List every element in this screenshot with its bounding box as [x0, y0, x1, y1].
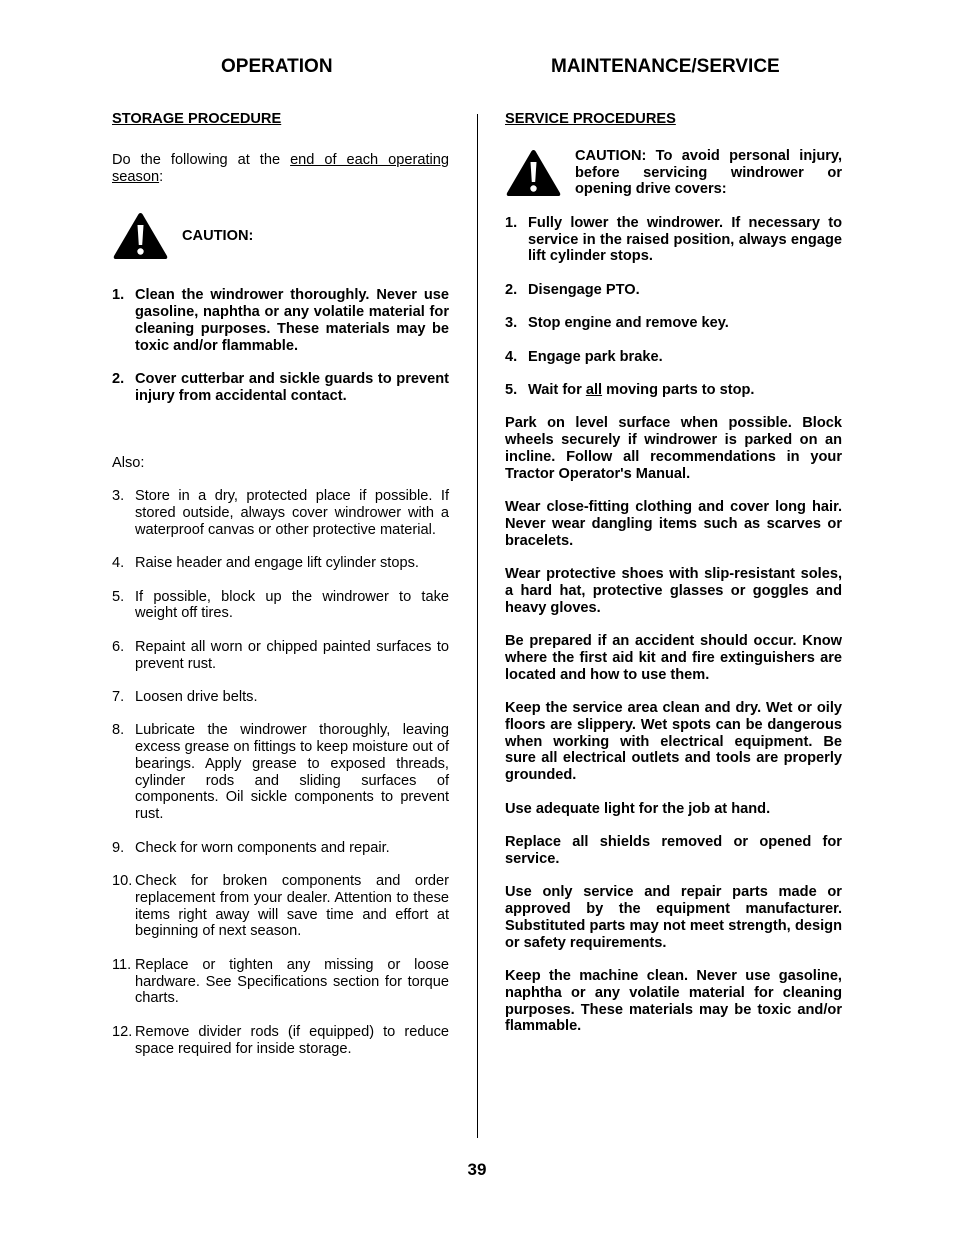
safety-paragraph: Be prepared if an accident should occur. Know where the first aid kit and fire extinguishers are located and how to use them.: [505, 633, 842, 683]
list-text: Loosen drive belts.: [135, 688, 258, 705]
also-label: Also:: [112, 454, 145, 471]
header-maintenance-service: MAINTENANCE/SERVICE: [551, 56, 780, 77]
intro-underlined-text: end of each operating season: [112, 151, 450, 185]
list-number: 3.: [505, 315, 518, 332]
list-number: 9.: [112, 839, 125, 856]
list-text: Engage park brake.: [528, 348, 663, 365]
service-paragraphs: [505, 415, 842, 1035]
safety-paragraph: Replace all shields removed or opened for service.: [505, 834, 842, 867]
list-text: Lubricate the windrower thoroughly, leaving excess grease on fittings to keep moisture out of bearings. Apply grease to exposed threads, cylinder rods and sliding surfaces of components. Oil sickle components to prevent rust.: [135, 722, 449, 823]
list-item: [505, 215, 842, 265]
list-item: [112, 840, 449, 857]
safety-paragraph: Wear protective shoes with slip-resistant soles, a hard hat, protective glasses or goggles and heavy gloves.: [505, 566, 842, 616]
list-number: 1.: [505, 214, 518, 231]
list-item: [505, 282, 842, 299]
service-caution: [505, 148, 842, 198]
list-number: 1.: [112, 287, 125, 304]
list-number: 7.: [112, 688, 125, 705]
list-item: [112, 371, 449, 405]
list-text: Disengage PTO.: [528, 281, 640, 298]
safety-paragraph: Use only service and repair parts made or approved by the equipment manufacturer. Substituted parts may not meet strength, design or safety requirements.: [505, 884, 842, 951]
list-item: [112, 555, 449, 572]
service-caution-text: CAUTION: To avoid personal injury, before servicing windrower or opening drive covers:: [575, 147, 842, 198]
intro-text: Do the following at the: [112, 151, 291, 168]
warning-triangle-icon: [112, 211, 169, 261]
step-text: Wait for: [528, 381, 586, 398]
list-text: Check for broken components and order replacement from your dealer. Attention to these items right away will save time and effort at beginning of next season.: [135, 873, 449, 940]
safety-paragraph: Keep the machine clean. Never use gasoline, naphtha or any volatile material for cleaning purposes. These materials may be toxic and/or flammable.: [505, 968, 842, 1035]
list-number: 5.: [505, 381, 518, 398]
list-number: 3.: [112, 488, 125, 505]
safety-paragraph: Use adequate light for the job at hand.: [505, 800, 771, 817]
safety-paragraph: Park on level surface when possible. Block wheels securely if windrower is parked on an incline. Follow all recommendations in your Tractor Operator's Manual.: [505, 415, 842, 482]
storage-caution: [112, 211, 449, 261]
warning-triangle-icon: [505, 148, 562, 198]
list-item: [112, 722, 449, 823]
service-steps: [505, 215, 842, 399]
list-text: Replace or tighten any missing or loose hardware. See Specifications section for torque charts.: [135, 956, 449, 1007]
list-number: 2.: [505, 281, 518, 298]
list-item: [112, 1024, 449, 1058]
list-text: Stop engine and remove key.: [528, 315, 729, 332]
list-text: Clean the windrower thoroughly. Never use gasoline, naphtha or any volatile material for cleaning purposes. These materials may be toxic and/or flammable.: [135, 287, 449, 354]
list-number: 12.: [112, 1023, 133, 1040]
list-item: [112, 488, 449, 538]
list-item: [112, 287, 449, 354]
step-text: moving parts to stop.: [602, 381, 755, 398]
list-text: Repaint all worn or chipped painted surfaces to prevent rust.: [135, 638, 449, 672]
list-number: 5.: [112, 588, 125, 605]
left-column: [112, 111, 449, 1057]
list-text: Fully lower the windrower. If necessary to service in the raised position, always engage lift cylinder stops.: [528, 214, 842, 265]
list-text: [528, 382, 842, 399]
list-text: Remove divider rods (if equipped) to reduce space required for inside storage.: [135, 1023, 449, 1057]
list-item: [112, 957, 449, 1007]
list-item: [112, 689, 449, 706]
list-number: 4.: [505, 348, 518, 365]
list-text: Check for worn components and repair.: [135, 839, 390, 856]
service-procedures-title: SERVICE PROCEDURES: [505, 111, 676, 127]
list-item: [112, 589, 449, 623]
storage-procedure-title: STORAGE PROCEDURE: [112, 111, 282, 127]
storage-list: [112, 488, 449, 1057]
list-number: 10.: [112, 873, 133, 890]
safety-paragraph: Wear close-fitting clothing and cover long hair. Never wear dangling items such as scarves or bracelets.: [505, 499, 842, 549]
list-text: If possible, block up the windrower to take weight off tires.: [135, 588, 449, 622]
list-item: [505, 349, 842, 366]
intro-colon: :: [159, 168, 164, 185]
list-number: 2.: [112, 371, 125, 388]
list-number: 11.: [112, 956, 132, 973]
storage-bold-list: [112, 287, 449, 404]
page-number: 39: [467, 1160, 487, 1179]
step-underlined-text: all: [585, 381, 603, 398]
list-number: 8.: [112, 722, 125, 739]
right-column: [505, 111, 842, 1035]
list-item: [505, 382, 842, 399]
storage-intro: [112, 152, 449, 186]
column-divider: [477, 114, 478, 1138]
list-text: Cover cutterbar and sickle guards to prevent injury from accidental contact.: [135, 371, 449, 404]
list-text: Raise header and engage lift cylinder stops.: [135, 555, 419, 572]
list-item: [505, 315, 842, 332]
caution-label: CAUTION:: [182, 227, 254, 244]
safety-paragraph: Keep the service area clean and dry. Wet or oily floors are slippery. Wet spots can be dangerous when working with electrical equipment. Be sure all electrical outlets and tools are properly grounded.: [505, 700, 842, 784]
header-operation: OPERATION: [221, 56, 333, 77]
list-item: [112, 873, 449, 940]
list-number: 6.: [112, 638, 125, 655]
list-item: [112, 639, 449, 673]
list-text: Store in a dry, protected place if possible. If stored outside, always cover windrower with a waterproof canvas or other protective material.: [135, 488, 449, 538]
list-number: 4.: [112, 555, 125, 572]
